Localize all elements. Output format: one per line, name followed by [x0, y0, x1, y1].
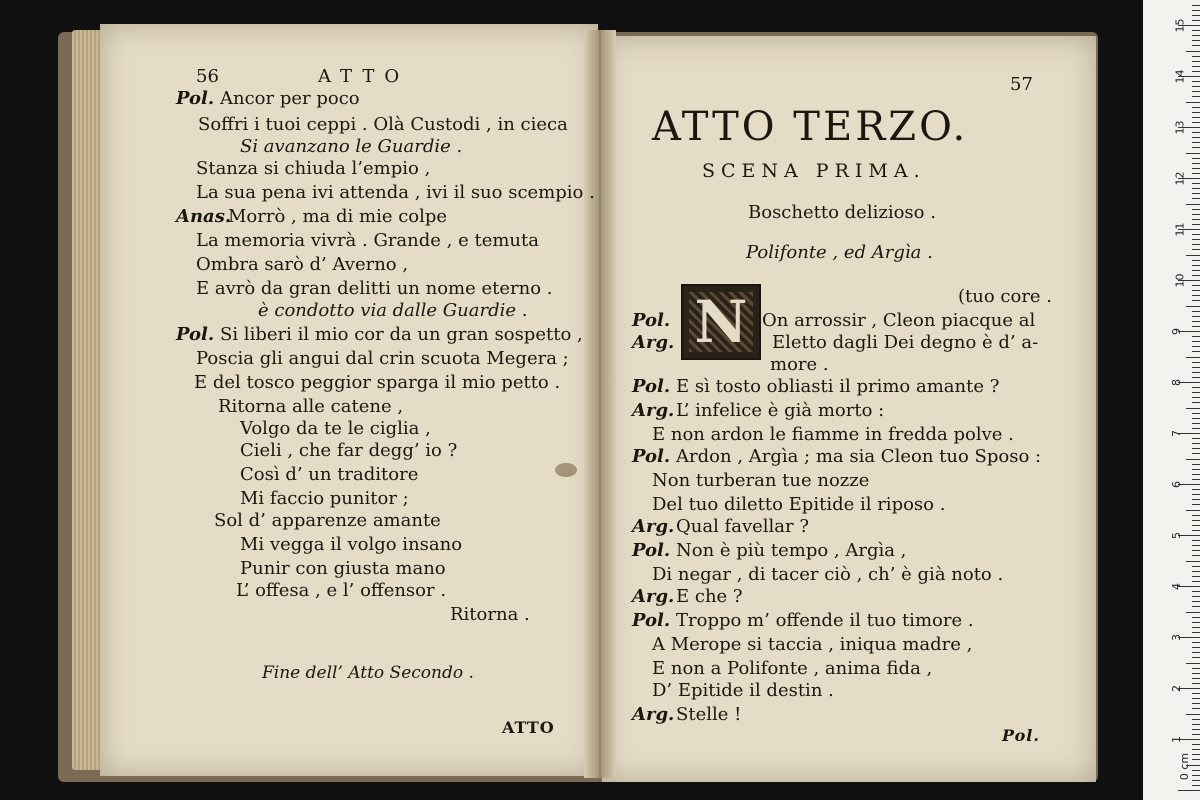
left-verse-line-21: L’ offesa , e l’ offensor .: [236, 580, 447, 601]
ruler-tick: [1192, 137, 1200, 138]
ruler-tick: [1192, 770, 1200, 771]
page-stain: [555, 463, 577, 477]
ruler-tick: [1186, 51, 1200, 52]
ruler-tick: [1192, 744, 1200, 745]
ruler-tick: [1192, 81, 1200, 82]
ruler-tick: [1192, 249, 1200, 250]
ruler-tick: [1192, 453, 1200, 454]
ruler-tick: [1192, 545, 1200, 546]
left-running-head: ATTO: [318, 66, 410, 87]
ruler-tick: [1192, 499, 1200, 500]
ruler-tick: [1192, 525, 1200, 526]
ruler-tick: [1192, 438, 1200, 439]
ruler-tick: [1186, 255, 1200, 256]
right-verse-line-16: E non a Polifonte , anima fida ,: [652, 658, 933, 679]
left-verse-line-0: Ancor per poco: [220, 88, 360, 109]
ruler-tick: [1192, 566, 1200, 567]
right-verse-line-4: E sì tosto obliasti il primo amante ?: [676, 376, 1000, 397]
ruler-tick: [1192, 168, 1200, 169]
act-end-note: Fine dell’ Atto Secondo .: [262, 663, 474, 683]
right-speaker-4: Pol.: [632, 376, 671, 397]
ruler-tick: [1192, 418, 1200, 419]
ruler-tick: [1192, 729, 1200, 730]
right-verse-line-15: A Merope si taccia , iniqua madre ,: [652, 634, 973, 655]
ruler-tick: [1192, 734, 1200, 735]
right-speaker-5: Arg.: [632, 400, 675, 421]
right-verse-line-18: Stelle !: [676, 704, 742, 725]
ruler-tick: [1192, 112, 1200, 113]
ruler-tick: [1192, 239, 1200, 240]
ruler-tick: [1192, 504, 1200, 505]
ruler-tick: [1192, 632, 1200, 633]
left-verse-line-9: è condotto via dalle Guardie .: [258, 300, 528, 321]
ruler-number: 11: [1173, 222, 1187, 237]
ruler-tick: [1192, 719, 1200, 720]
ruler-tick: [1192, 494, 1200, 495]
ruler-tick: [1192, 759, 1200, 760]
ruler-tick: [1192, 321, 1200, 322]
right-verse-line-12: Di negar , di tacer ciò , ch’ è già noto .: [652, 564, 1004, 585]
ruler-tick: [1192, 45, 1200, 46]
left-verse-line-10: Si liberi il mio cor da un gran sospetto ,: [220, 324, 583, 345]
ruler-tick: [1192, 219, 1200, 220]
ruler-tick: [1186, 510, 1200, 511]
ruler-tick: [1192, 224, 1200, 225]
ruler-tick: [1192, 275, 1200, 276]
right-speaker-2: Arg.: [632, 332, 675, 353]
ruler-tick: [1186, 714, 1200, 715]
ruler-tick: [1192, 122, 1200, 123]
left-speaker-10: Pol.: [176, 324, 215, 345]
ruler-tick: [1192, 265, 1200, 266]
right-verse-line-0: (tuo core .: [958, 286, 1053, 307]
ruler-tick: [1186, 561, 1200, 562]
left-verse-line-20: Punir con giusta mano: [240, 558, 446, 579]
ruler-tick: [1192, 209, 1200, 210]
left-verse-line-6: La memoria vivrà . Grande , e temuta: [196, 230, 539, 251]
ruler-tick: [1192, 387, 1200, 388]
ruler-tick: [1186, 408, 1200, 409]
right-verse-line-14: Troppo m’ offende il tuo timore .: [676, 610, 974, 631]
ruler-tick: [1192, 61, 1200, 62]
ruler-tick: [1192, 596, 1200, 597]
right-speaker-7: Pol.: [632, 446, 671, 467]
right-speaker-10: Arg.: [632, 516, 675, 537]
ruler-tick: [1192, 530, 1200, 531]
ruler-tick: [1192, 780, 1200, 781]
ruler-tick: [1192, 270, 1200, 271]
ruler-tick: [1192, 724, 1200, 725]
ruler-number: 3: [1170, 634, 1183, 641]
ruler-number: 2: [1170, 685, 1183, 692]
ruler-tick: [1192, 290, 1200, 291]
right-speaker-11: Pol.: [632, 540, 671, 561]
ruler-tick: [1192, 66, 1200, 67]
ruler-tick: [1192, 362, 1200, 363]
ruler-tick: [1192, 147, 1200, 148]
right-speaker-14: Pol.: [632, 610, 671, 631]
left-verse-line-15: Cieli , che far degg’ io ?: [240, 440, 458, 461]
right-verse-line-7: Ardon , Argìa ; ma sia Cleon tuo Sposo :: [676, 446, 1042, 467]
ruler-tick: [1192, 158, 1200, 159]
ruler-tick: [1192, 642, 1200, 643]
ruler-tick: [1192, 423, 1200, 424]
left-verse-line-17: Mi faccio punitor ;: [240, 488, 409, 509]
scene-heading: SCENA PRIMA.: [702, 160, 926, 182]
ruler-tick: [1192, 428, 1200, 429]
decorated-initial-letter: N: [694, 288, 748, 356]
ruler-number: 6: [1170, 481, 1183, 488]
ruler-number: 12: [1173, 171, 1187, 186]
right-verse-line-9: Del tuo diletto Epitide il riposo .: [652, 494, 946, 515]
ruler-number: 7: [1170, 430, 1183, 437]
right-page-number: 57: [1010, 74, 1033, 95]
ruler-tick: [1186, 204, 1200, 205]
ruler-tick: [1186, 306, 1200, 307]
right-verse-line-6: E non ardon le fiamme in fredda polve .: [652, 424, 1014, 445]
ruler-tick: [1192, 576, 1200, 577]
ruler-tick: [1192, 464, 1200, 465]
ruler-tick: [1192, 693, 1200, 694]
ruler-tick: [1192, 683, 1200, 684]
ruler-tick: [1192, 142, 1200, 143]
scene-setting: Boschetto delizioso .: [748, 202, 936, 223]
ruler-tick: [1192, 443, 1200, 444]
ruler-tick: [1192, 617, 1200, 618]
ruler-tick: [1192, 571, 1200, 572]
ruler-tick: [1192, 627, 1200, 628]
right-verse-line-8: Non turberan tue nozze: [652, 470, 870, 491]
ruler-tick: [1192, 581, 1200, 582]
left-speaker-0: Pol.: [176, 88, 215, 109]
right-speaker-1: Pol.: [632, 310, 671, 331]
ruler-number: 9: [1170, 328, 1183, 335]
ruler-tick: [1192, 5, 1200, 6]
ruler-tick: [1192, 678, 1200, 679]
ruler-tick: [1192, 474, 1200, 475]
ruler-tick: [1192, 606, 1200, 607]
ruler-tick: [1186, 102, 1200, 103]
ruler-tick: [1192, 71, 1200, 72]
ruler-number: 15: [1173, 18, 1187, 33]
ruler-tick: [1192, 591, 1200, 592]
ruler-tick: [1192, 316, 1200, 317]
ruler-tick: [1192, 198, 1200, 199]
ruler-tick: [1192, 326, 1200, 327]
right-speaker-18: Arg.: [632, 704, 675, 725]
scene-characters: Polifonte , ed Argìa .: [746, 242, 933, 263]
ruler-tick: [1192, 15, 1200, 16]
right-verse-line-10: Qual favellar ?: [676, 516, 809, 537]
ruler-tick: [1192, 413, 1200, 414]
ruler-tick: [1192, 367, 1200, 368]
left-verse-line-7: Ombra sarò d’ Averno ,: [196, 254, 409, 275]
left-verse-line-8: E avrò da gran delitti un nome eterno .: [196, 278, 553, 299]
book-gutter: [584, 30, 616, 778]
decorated-initial: [681, 284, 761, 360]
left-verse-line-3: Stanza si chiuda l’empio ,: [196, 158, 431, 179]
ruler-tick: [1186, 153, 1200, 154]
ruler-tick: [1192, 183, 1200, 184]
ruler-tick: [1192, 91, 1200, 92]
right-catchword: Pol.: [1002, 726, 1040, 745]
ruler-tick: [1192, 300, 1200, 301]
ruler-unit-label: 0 cm: [1178, 752, 1192, 781]
right-verse-line-1: On arrossir , Cleon piacque al: [762, 310, 1036, 331]
left-verse-line-4: La sua pena ivi attenda , ivi il suo scempio .: [196, 182, 595, 203]
ruler-tick: [1192, 30, 1200, 31]
ruler-tick: [1192, 214, 1200, 215]
ruler-tick: [1192, 515, 1200, 516]
ruler-tick: [1192, 341, 1200, 342]
left-verse-line-22: Ritorna .: [450, 604, 530, 625]
ruler-tick: [1192, 20, 1200, 21]
left-catchword: ATTO: [502, 718, 555, 737]
left-verse-line-1: Soffri i tuoi ceppi . Olà Custodi , in cieca: [198, 114, 568, 135]
measuring-ruler: [1143, 0, 1200, 800]
act-title: ATTO TERZO.: [652, 104, 969, 150]
ruler-tick: [1192, 668, 1200, 669]
ruler-number: 4: [1170, 583, 1183, 590]
ruler-tick: [1192, 372, 1200, 373]
ruler-tick: [1192, 775, 1200, 776]
ruler-tick: [1192, 285, 1200, 286]
right-verse-line-13: E che ?: [676, 586, 743, 607]
ruler-tick: [1192, 193, 1200, 194]
left-verse-line-12: E del tosco peggior sparga il mio petto .: [194, 372, 561, 393]
ruler-tick: [1192, 550, 1200, 551]
left-verse-line-14: Volgo da te le ciglia ,: [240, 418, 431, 439]
ruler-tick: [1192, 10, 1200, 11]
ruler-tick: [1192, 448, 1200, 449]
left-verse-line-16: Così d’ un traditore: [240, 464, 419, 485]
left-verse-line-18: Sol d’ apparenze amante: [214, 510, 441, 531]
ruler-number: 8: [1170, 379, 1183, 386]
ruler-tick: [1192, 234, 1200, 235]
ruler-tick: [1192, 489, 1200, 490]
ruler-number: 13: [1173, 120, 1187, 135]
ruler-tick: [1192, 708, 1200, 709]
ruler-tick: [1192, 469, 1200, 470]
right-verse-line-11: Non è più tempo , Argìa ,: [676, 540, 907, 561]
ruler-tick: [1192, 163, 1200, 164]
left-verse-line-11: Poscia gli angui dal crin scuota Megera ;: [196, 348, 569, 369]
ruler-tick: [1186, 459, 1200, 460]
ruler-tick: [1192, 86, 1200, 87]
ruler-number: 14: [1173, 69, 1187, 84]
ruler-tick: [1192, 540, 1200, 541]
right-speaker-13: Arg.: [632, 586, 675, 607]
right-verse-line-3: more .: [770, 354, 829, 375]
left-verse-line-19: Mi vegga il volgo insano: [240, 534, 463, 555]
ruler-tick: [1192, 56, 1200, 57]
ruler-tick: [1186, 357, 1200, 358]
ruler-tick: [1192, 336, 1200, 337]
ruler-tick: [1192, 555, 1200, 556]
ruler-tick: [1192, 520, 1200, 521]
ruler-tick: [1192, 479, 1200, 480]
left-verse-line-5: Morrò , ma di mie colpe: [228, 206, 448, 227]
ruler-tick: [1192, 117, 1200, 118]
ruler-tick: [1192, 96, 1200, 97]
left-verse-line-13: Ritorna alle catene ,: [218, 396, 404, 417]
ruler-tick: [1192, 397, 1200, 398]
ruler-tick: [1192, 188, 1200, 189]
ruler-tick: [1192, 377, 1200, 378]
ruler-tick: [1192, 647, 1200, 648]
ruler-tick: [1192, 132, 1200, 133]
ruler-tick: [1192, 601, 1200, 602]
ruler-number: 10: [1173, 273, 1187, 288]
ruler-tick: [1192, 40, 1200, 41]
ruler-tick: [1192, 260, 1200, 261]
ruler-number: 5: [1170, 532, 1183, 539]
ruler-tick: [1192, 749, 1200, 750]
ruler-tick: [1192, 244, 1200, 245]
ruler-tick: [1192, 673, 1200, 674]
ruler-tick: [1192, 351, 1200, 352]
ruler-tick: [1178, 790, 1200, 791]
right-verse-line-5: L’ infelice è già morto :: [676, 400, 885, 421]
ruler-tick: [1192, 652, 1200, 653]
ruler-tick: [1192, 698, 1200, 699]
ruler-tick: [1192, 173, 1200, 174]
ruler-tick: [1192, 785, 1200, 786]
ruler-tick: [1186, 612, 1200, 613]
ruler-tick: [1192, 754, 1200, 755]
ruler-tick: [1192, 295, 1200, 296]
right-verse-line-17: D’ Epitide il destin .: [652, 680, 834, 701]
left-speaker-5: Anas.: [176, 206, 232, 227]
left-verse-line-2: Si avanzano le Guardie .: [240, 136, 463, 157]
ruler-number: 1: [1170, 736, 1183, 743]
right-verse-line-2: Eletto dagli Dei degno è d’ a-: [772, 332, 1039, 353]
ruler-tick: [1192, 35, 1200, 36]
ruler-tick: [1192, 622, 1200, 623]
ruler-tick: [1192, 402, 1200, 403]
ruler-tick: [1192, 311, 1200, 312]
ruler-tick: [1192, 107, 1200, 108]
ruler-tick: [1192, 703, 1200, 704]
ruler-tick: [1192, 657, 1200, 658]
left-page-number: 56: [196, 66, 219, 87]
ruler-tick: [1192, 392, 1200, 393]
ruler-tick: [1192, 346, 1200, 347]
ruler-tick: [1186, 663, 1200, 664]
